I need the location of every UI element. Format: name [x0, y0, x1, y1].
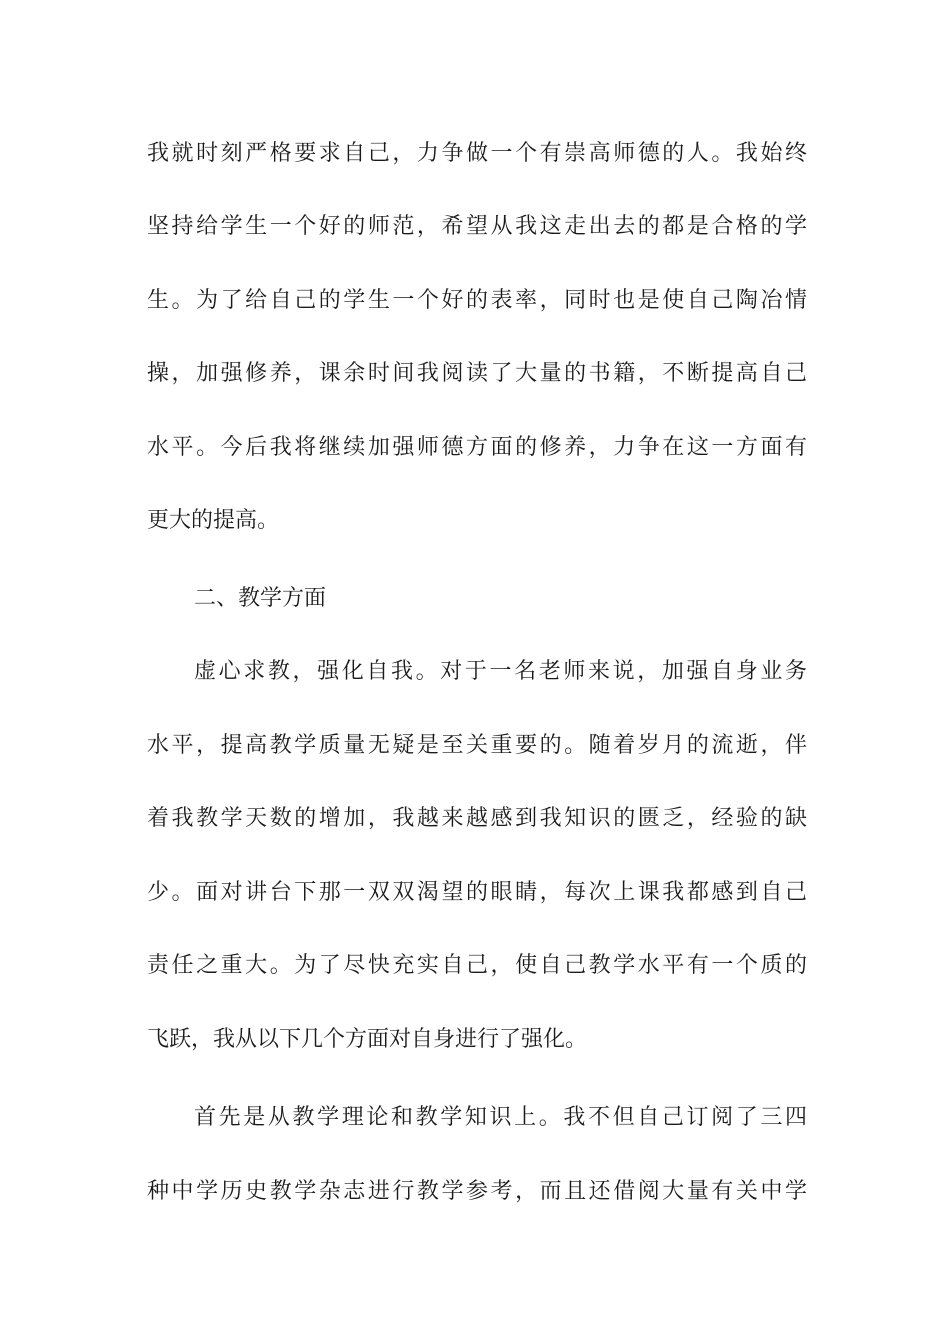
text-line: 生。为了给自己的学生一个好的表率，同时也是使自己陶冶情 [147, 288, 807, 313]
text-line: 着我教学天数的增加，我越来越感到我知识的匮乏，经验的缺 [147, 806, 807, 831]
text-line: 少。面对讲台下那一双双渴望的眼睛，每次上课我都感到自己 [147, 880, 807, 905]
text-line: 首先是从教学理论和教学知识上。我不但自己订阅了三四 [194, 1105, 807, 1130]
text-line: 水平，提高教学质量无疑是至关重要的。随着岁月的流逝，伴 [147, 733, 807, 758]
text-line: 操，加强修养，课余时间我阅读了大量的书籍，不断提高自己 [147, 361, 807, 386]
text-line: 种中学历史教学杂志进行教学参考，而且还借阅大量有关中学 [147, 1179, 807, 1204]
section-heading: 二、教学方面 [194, 586, 327, 611]
text-line: 更大的提高。 [147, 508, 280, 533]
text-line: 虚心求教，强化自我。对于一名老师来说，加强自身业务 [194, 659, 807, 684]
text-line: 飞跃，我从以下几个方面对自身进行了强化。 [147, 1027, 588, 1052]
text-line: 坚持给学生一个好的师范，希望从我这走出去的都是合格的学 [147, 214, 807, 239]
text-line: 责任之重大。为了尽快充实自己，使自己教学水平有一个质的 [147, 953, 807, 978]
text-line: 水平。今后我将继续加强师德方面的修养，力争在这一方面有 [147, 435, 807, 460]
text-line: 我就时刻严格要求自己，力争做一个有崇高师德的人。我始终 [147, 141, 807, 166]
